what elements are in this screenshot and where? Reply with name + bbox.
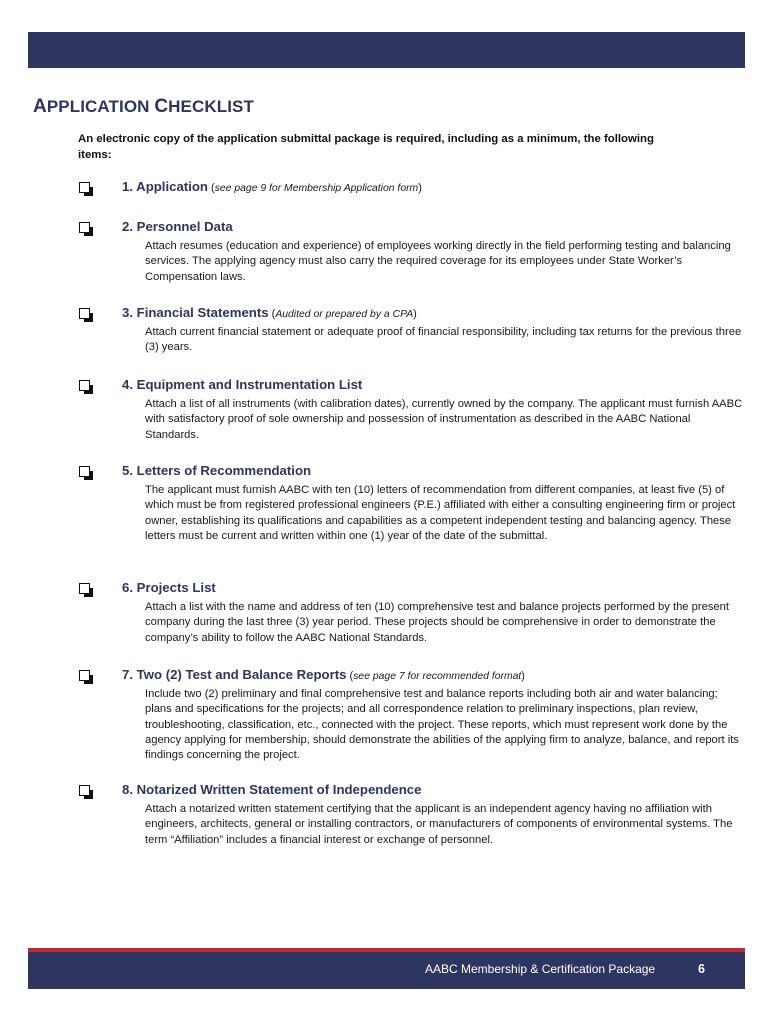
checkbox-icon[interactable]	[79, 222, 90, 233]
item-title: 3. Financial Statements	[122, 305, 269, 320]
item-title: 2. Personnel Data	[122, 219, 233, 234]
checkbox-icon[interactable]	[79, 380, 90, 391]
item-title: 6. Projects List	[122, 580, 216, 595]
item-description: The applicant must furnish AABC with ten (10) letters of recommendation from different companies, at least five (5) of which must be from registered professional engineers (P.E.) affiliated with either a consulting engineering firm or project owner, establishing its qualifications and capabilities as a competent independent testing and balancing agency. These letters must be current and written within one (1) year of the date of the submittal.	[145, 484, 736, 542]
item-heading: 3. Financial Statements (Audited or prepared by a CPA)	[122, 305, 417, 320]
item-description: Attach current financial statement or adequate proof of financial responsibility, including tax returns for the previous three (3) years.	[145, 326, 742, 354]
item-note: see page 9 for Membership Application form	[214, 183, 419, 194]
item-description: Attach a list with the name and address of ten (10) comprehensive test and balance projects performed by the present company during the last three (3) year period. These projects should be comprehensive in order to demonstrate the company’s ability to follow the AABC National Standards.	[145, 601, 729, 644]
footer-title: AABC Membership & Certification Package	[425, 962, 656, 976]
item-description: Attach a notarized written statement certifying that the applicant is an independent agency having no affiliation with engineers, architects, general or installing contractors, or manufacturers of components of environmental systems. The term “Affiliation” includes a financial interest or exchange of personnel.	[145, 803, 733, 846]
item-heading: 7. Two (2) Test and Balance Reports (see page 7 for recommended format)	[122, 667, 525, 682]
item-note: see page 7 for recommended format	[353, 671, 522, 682]
checkbox-icon[interactable]	[79, 308, 90, 319]
checkbox-icon[interactable]	[79, 670, 90, 681]
item-description: Include two (2) preliminary and final comprehensive test and balance reports including both air and water balancing; plans and specifications for the projects; and all correspondence relation to preliminary inspections, plan review, troubleshooting, classification, etc., connected with the project. These reports, which must represent work done by the agency applying for membership, should demonstrate the abilities of the applying firm to analyze, balance, and report its findings concerning the project.	[145, 688, 739, 762]
item-heading	[122, 377, 362, 392]
item-description: Attach a list of all instruments (with calibration dates), currently owned by the company. The applicant must furnish AABC with satisfactory proof of sole ownership and possession of instrumentation as described in the AABC National Standards.	[145, 398, 743, 441]
checkbox-icon[interactable]	[79, 583, 90, 594]
item-title: 4. Equipment and Instrumentation List	[122, 377, 363, 392]
item-description: Attach resumes (education and experience) of employees working directly in the field performing testing and balancing services. The applying agency must also carry the required coverage for its employees under State Worker’s Compensation laws.	[145, 240, 731, 283]
item-title: 7. Two (2) Test and Balance Reports	[122, 667, 347, 682]
page-number: 6	[698, 962, 705, 976]
checkbox-icon[interactable]	[79, 182, 90, 193]
item-heading	[122, 580, 216, 595]
item-heading	[122, 219, 233, 234]
item-heading	[122, 782, 421, 797]
item-heading: 1. Application (see page 9 for Membership Application form)	[122, 179, 422, 194]
item-heading	[122, 463, 311, 478]
item-title: 5. Letters of Recommendation	[122, 463, 312, 478]
checkbox-icon[interactable]	[79, 785, 90, 796]
checkbox-icon[interactable]	[79, 466, 90, 477]
item-note: Audited or prepared by a CPA	[275, 309, 414, 320]
page-title: APPLICATION CHECKLIST	[33, 96, 254, 117]
item-title: 8. Notarized Written Statement of Independence	[122, 782, 422, 797]
intro-text: An electronic copy of the application submittal package is required, including as a minimum, the following items:	[78, 133, 654, 161]
item-title: 1. Application	[122, 179, 208, 194]
